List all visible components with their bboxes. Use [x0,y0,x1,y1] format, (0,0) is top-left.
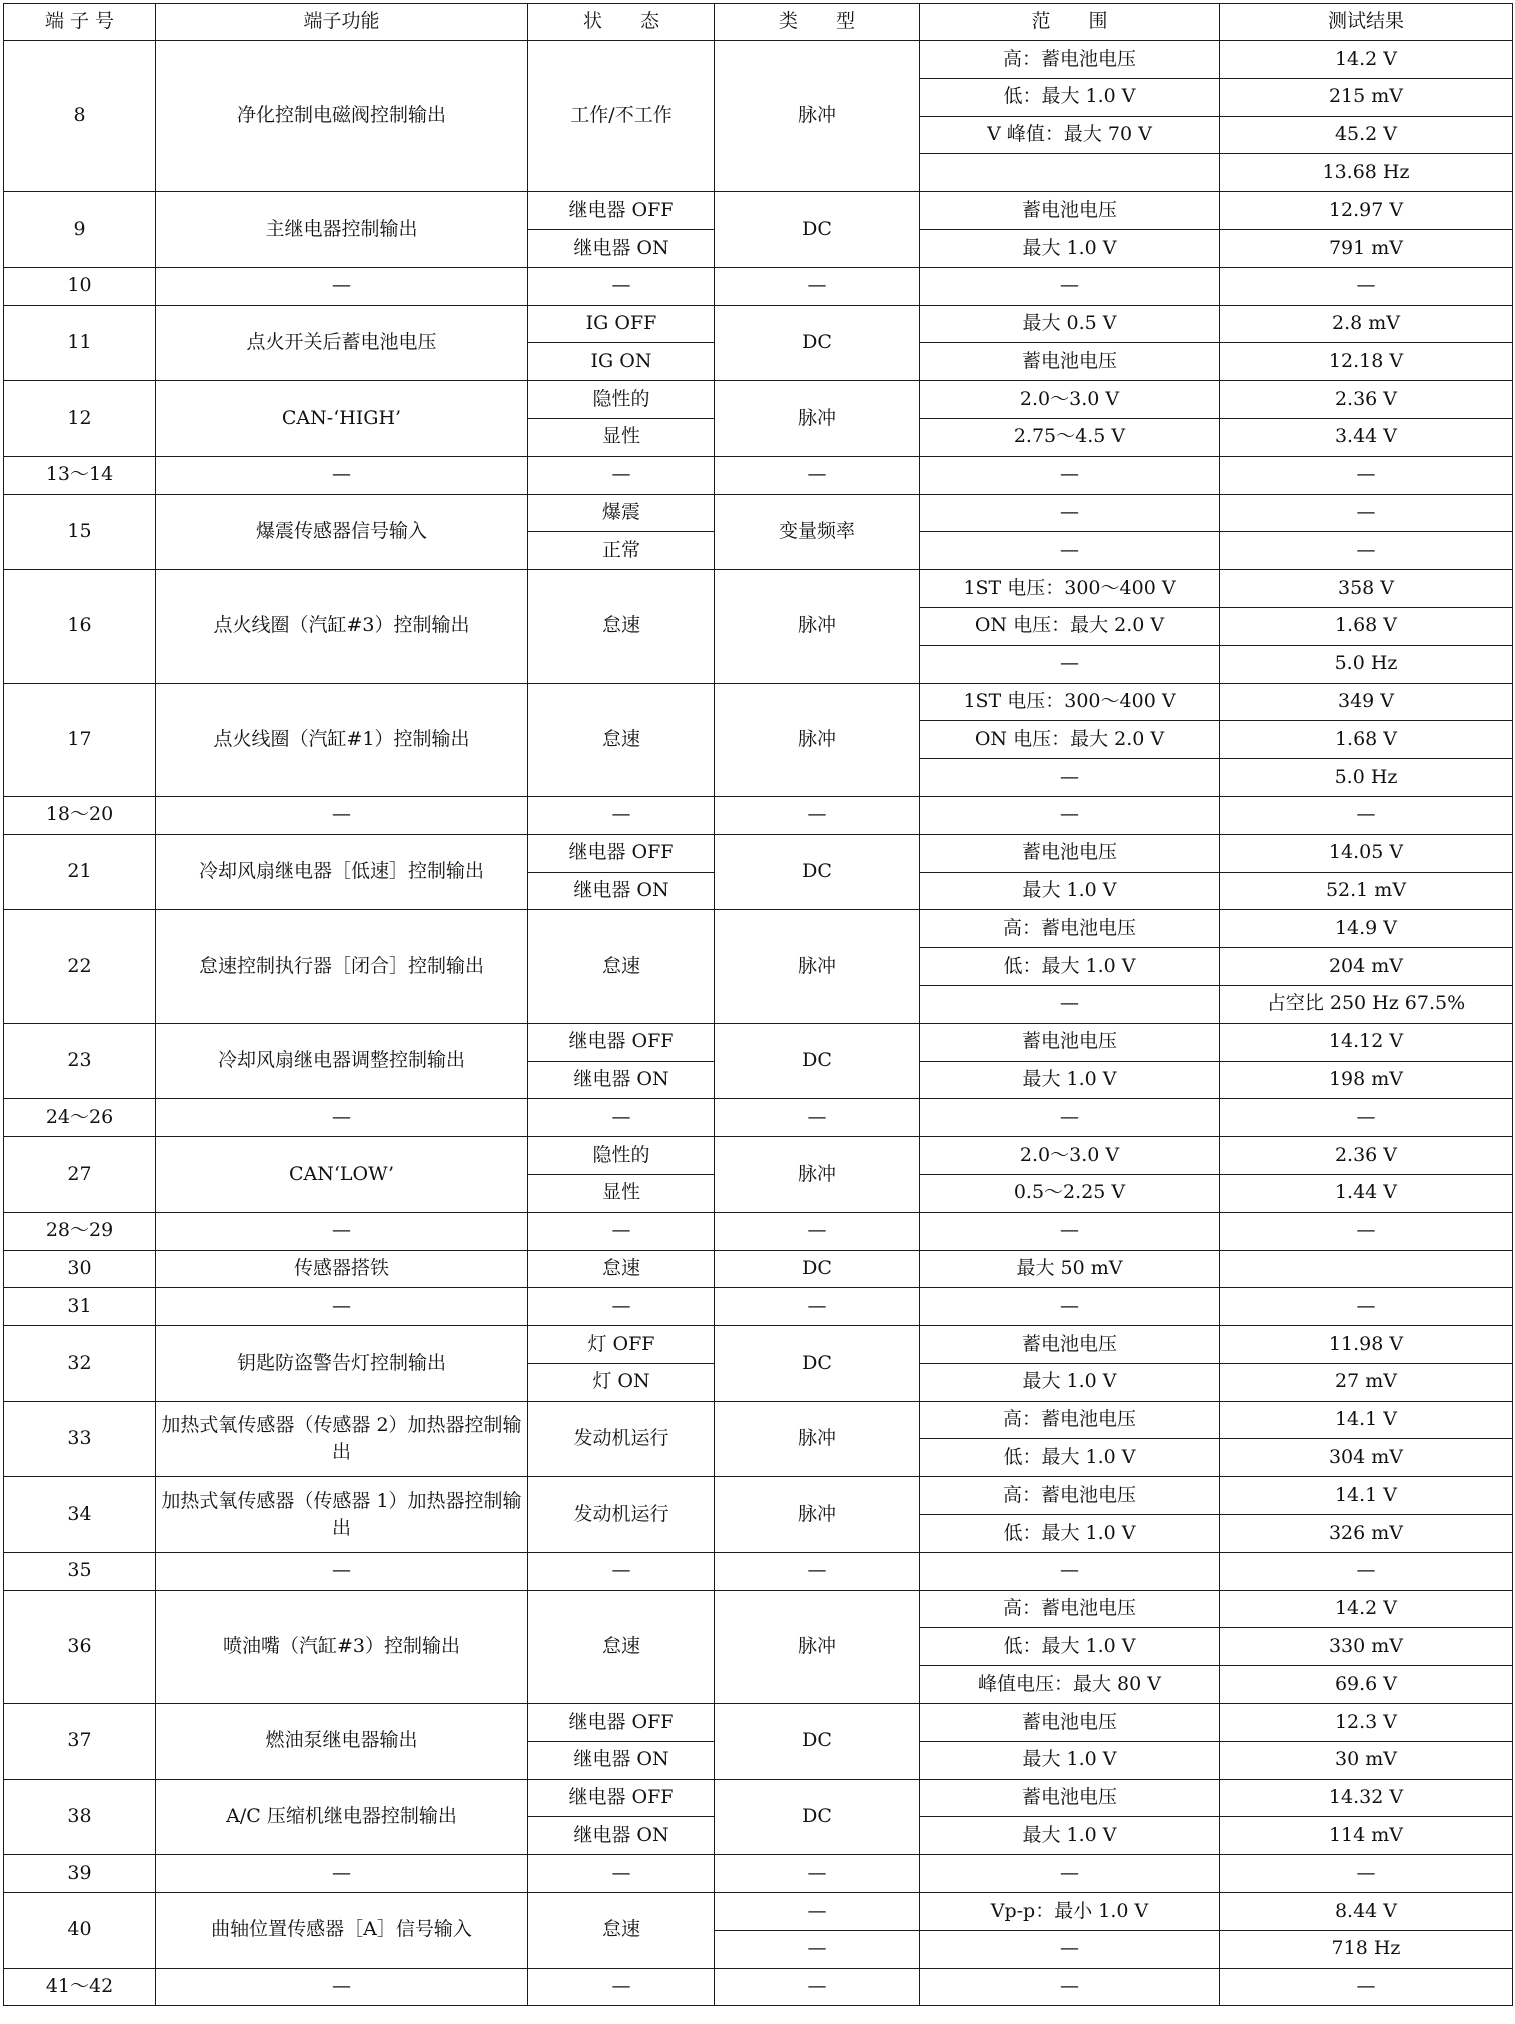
state-cell: 怠速 [528,570,715,683]
result-cell: 215 mV [1220,78,1513,116]
result-cell: — [1220,456,1513,494]
result-cell: 27 mV [1220,1363,1513,1401]
type-cell: — [715,1212,920,1250]
terminal-function-cell: — [156,1288,528,1326]
range-cell: 蓄电池电压 [920,834,1220,872]
terminal-function-cell: 净化控制电磁阀控制输出 [156,41,528,192]
range-cell: 高：蓄电池电压 [920,1401,1220,1439]
type-cell: 脉冲 [715,381,920,457]
state-cell: 怠速 [528,1250,715,1288]
range-cell: — [920,494,1220,532]
result-cell: 349 V [1220,683,1513,721]
terminal-number-cell: 17 [4,683,156,796]
terminal-function-cell: 点火线圈（汽缸#1）控制输出 [156,683,528,796]
terminal-function-cell: CAN-‘HIGH’ [156,381,528,457]
state-cell: 灯 OFF [528,1326,715,1364]
result-cell: 占空比 250 Hz 67.5% [1220,985,1513,1023]
terminal-number-cell: 39 [4,1855,156,1893]
terminal-number-cell: 13～14 [4,456,156,494]
terminal-function-cell: 冷却风扇继电器调整控制输出 [156,1023,528,1099]
terminal-function-cell: 喷油嘴（汽缸#3）控制输出 [156,1590,528,1703]
range-cell: 低：最大 1.0 V [920,78,1220,116]
state-cell: 继电器 ON [528,1741,715,1779]
state-cell: 灯 ON [528,1363,715,1401]
result-cell: — [1220,1552,1513,1590]
terminal-function-cell: — [156,267,528,305]
terminal-number-cell: 41～42 [4,1968,156,2006]
table-row [4,796,1513,834]
terminal-function-cell: — [156,456,528,494]
terminal-function-cell: 燃油泵继电器输出 [156,1704,528,1780]
type-cell: — [715,1288,920,1326]
result-cell: 1.68 V [1220,721,1513,759]
terminal-function-cell: 爆震传感器信号输入 [156,494,528,570]
range-cell: 最大 1.0 V [920,1817,1220,1855]
state-cell: — [528,267,715,305]
range-cell: 最大 1.0 V [920,229,1220,267]
terminal-number-cell: 28～29 [4,1212,156,1250]
range-cell: 蓄电池电压 [920,1704,1220,1742]
range-cell: 高：蓄电池电压 [920,1477,1220,1515]
table-row [4,683,1513,721]
terminal-function-cell: 点火线圈（汽缸#3）控制输出 [156,570,528,683]
terminal-number-cell: 40 [4,1893,156,1969]
terminal-function-cell: A/C 压缩机继电器控制输出 [156,1779,528,1855]
range-cell: — [920,1930,1220,1968]
terminal-number-cell: 21 [4,834,156,910]
type-cell: DC [715,1779,920,1855]
state-cell: 怠速 [528,683,715,796]
range-cell: — [920,1968,1220,2006]
terminal-function-cell: — [156,1552,528,1590]
terminal-number-cell: 12 [4,381,156,457]
type-cell: DC [715,1250,920,1288]
range-cell: 高：蓄电池电压 [920,910,1220,948]
terminal-number-cell: 15 [4,494,156,570]
state-cell: IG ON [528,343,715,381]
range-cell: 1ST 电压：300～400 V [920,570,1220,608]
state-cell: 继电器 OFF [528,1704,715,1742]
table-row [4,1590,1513,1628]
range-cell: 最大 0.5 V [920,305,1220,343]
result-cell: 5.0 Hz [1220,645,1513,683]
terminal-function-cell: 怠速控制执行器［闭合］控制输出 [156,910,528,1023]
terminal-function-cell: 传感器搭铁 [156,1250,528,1288]
range-cell: — [920,1855,1220,1893]
table-row [4,1893,1513,1931]
type-cell: — [715,1968,920,2006]
table-row [4,381,1513,419]
result-cell: 3.44 V [1220,418,1513,456]
result-cell: 8.44 V [1220,1893,1513,1931]
range-cell: 蓄电池电压 [920,1779,1220,1817]
range-cell: Vp-p：最小 1.0 V [920,1893,1220,1931]
state-cell: 爆震 [528,494,715,532]
range-cell: — [920,645,1220,683]
result-cell: 14.2 V [1220,1590,1513,1628]
state-cell: 发动机运行 [528,1401,715,1477]
header-state: 状 态 [528,4,715,41]
type-cell: 脉冲 [715,1590,920,1703]
table-row [4,1023,1513,1061]
result-cell: 11.98 V [1220,1326,1513,1364]
range-cell: 2.75～4.5 V [920,418,1220,456]
range-cell: 蓄电池电压 [920,1326,1220,1364]
range-cell: 2.0～3.0 V [920,381,1220,419]
terminal-number-cell: 10 [4,267,156,305]
type-cell: 变量频率 [715,494,920,570]
table-row [4,1401,1513,1439]
terminal-number-cell: 36 [4,1590,156,1703]
range-cell: 最大 1.0 V [920,1363,1220,1401]
state-cell: 显性 [528,1174,715,1212]
terminal-number-cell: 35 [4,1552,156,1590]
type-cell: 脉冲 [715,910,920,1023]
table-row [4,1477,1513,1515]
terminal-function-cell: — [156,1212,528,1250]
header-row [4,4,1513,41]
terminal-number-cell: 11 [4,305,156,381]
type-cell: 脉冲 [715,41,920,192]
range-cell: 峰值电压：最大 80 V [920,1666,1220,1704]
terminal-function-cell: CAN‘LOW’ [156,1137,528,1213]
state-cell: 正常 [528,532,715,570]
result-cell: 326 mV [1220,1515,1513,1553]
table-row [4,834,1513,872]
terminal-number-cell: 16 [4,570,156,683]
result-cell: 52.1 mV [1220,872,1513,910]
result-cell: 12.3 V [1220,1704,1513,1742]
terminal-number-cell: 30 [4,1250,156,1288]
state-cell: 怠速 [528,1590,715,1703]
result-cell: 14.9 V [1220,910,1513,948]
state-cell: — [528,1288,715,1326]
table-row [4,41,1513,79]
type-cell: — [715,1930,920,1968]
table-row [4,267,1513,305]
range-cell: — [920,532,1220,570]
range-cell: 高：蓄电池电压 [920,1590,1220,1628]
table-row [4,1326,1513,1364]
type-cell: 脉冲 [715,570,920,683]
terminal-function-cell: — [156,1968,528,2006]
terminal-function-cell: 加热式氧传感器（传感器 2）加热器控制输出 [156,1401,528,1477]
result-cell: 14.12 V [1220,1023,1513,1061]
result-cell: 45.2 V [1220,116,1513,154]
state-cell: 怠速 [528,910,715,1023]
result-cell: 2.36 V [1220,1137,1513,1175]
terminal-number-cell: 24～26 [4,1099,156,1137]
type-cell: — [715,456,920,494]
state-cell: 隐性的 [528,381,715,419]
range-cell: — [920,1288,1220,1326]
terminal-function-cell: — [156,1099,528,1137]
terminal-function-cell: 钥匙防盗警告灯控制输出 [156,1326,528,1402]
range-cell: 1ST 电压：300～400 V [920,683,1220,721]
range-cell: 2.0～3.0 V [920,1137,1220,1175]
range-cell: — [920,796,1220,834]
range-cell: — [920,456,1220,494]
type-cell: — [715,1855,920,1893]
type-cell: — [715,267,920,305]
terminal-number-cell: 23 [4,1023,156,1099]
range-cell: 低：最大 1.0 V [920,948,1220,986]
type-cell: 脉冲 [715,1477,920,1553]
range-cell: — [920,1552,1220,1590]
result-cell: 14.05 V [1220,834,1513,872]
result-cell: 14.1 V [1220,1477,1513,1515]
state-cell: 发动机运行 [528,1477,715,1553]
result-cell: — [1220,1099,1513,1137]
state-cell: 怠速 [528,1893,715,1969]
result-cell: — [1220,1968,1513,2006]
type-cell: DC [715,834,920,910]
terminal-spec-table [3,3,1513,2006]
result-cell: — [1220,1855,1513,1893]
terminal-number-cell: 9 [4,192,156,268]
result-cell: — [1220,494,1513,532]
type-cell: DC [715,1326,920,1402]
header-range: 范 围 [920,4,1220,41]
terminal-number-cell: 33 [4,1401,156,1477]
table-row [4,1704,1513,1742]
table-row [4,1137,1513,1175]
result-cell: 12.97 V [1220,192,1513,230]
range-cell: 最大 1.0 V [920,1741,1220,1779]
type-cell: — [715,1099,920,1137]
state-cell: 继电器 ON [528,872,715,910]
result-cell: 2.36 V [1220,381,1513,419]
table-row [4,1212,1513,1250]
state-cell: 继电器 OFF [528,1779,715,1817]
result-cell: 5.0 Hz [1220,759,1513,797]
result-cell: — [1220,267,1513,305]
result-cell [1220,1250,1513,1288]
terminal-number-cell: 34 [4,1477,156,1553]
state-cell: 继电器 ON [528,1817,715,1855]
header-type: 类 型 [715,4,920,41]
result-cell: 14.1 V [1220,1401,1513,1439]
state-cell: 继电器 ON [528,1061,715,1099]
range-cell: 最大 1.0 V [920,1061,1220,1099]
result-cell: 14.32 V [1220,1779,1513,1817]
state-cell: 继电器 OFF [528,834,715,872]
result-cell: 1.44 V [1220,1174,1513,1212]
state-cell: — [528,796,715,834]
range-cell: 蓄电池电压 [920,1023,1220,1061]
terminal-function-cell: 加热式氧传感器（传感器 1）加热器控制输出 [156,1477,528,1553]
result-cell: 13.68 Hz [1220,154,1513,192]
range-cell [920,154,1220,192]
table-row [4,494,1513,532]
terminal-function-cell: 点火开关后蓄电池电压 [156,305,528,381]
state-cell: — [528,456,715,494]
result-cell: 69.6 V [1220,1666,1513,1704]
type-cell: DC [715,1704,920,1780]
table-row [4,1552,1513,1590]
result-cell: — [1220,796,1513,834]
table-row [4,192,1513,230]
state-cell: — [528,1212,715,1250]
result-cell: 198 mV [1220,1061,1513,1099]
type-cell: DC [715,192,920,268]
state-cell: IG OFF [528,305,715,343]
state-cell: 工作/不工作 [528,41,715,192]
result-cell: — [1220,1212,1513,1250]
result-cell: 358 V [1220,570,1513,608]
header-terminal: 端 子 号 [4,4,156,41]
terminal-function-cell: — [156,796,528,834]
result-cell: 30 mV [1220,1741,1513,1779]
type-cell: — [715,796,920,834]
state-cell: — [528,1099,715,1137]
range-cell: — [920,1212,1220,1250]
table-row [4,1288,1513,1326]
state-cell: 继电器 ON [528,229,715,267]
result-cell: 12.18 V [1220,343,1513,381]
table-row [4,456,1513,494]
state-cell: 继电器 OFF [528,1023,715,1061]
state-cell: 继电器 OFF [528,192,715,230]
type-cell: — [715,1893,920,1931]
result-cell: — [1220,532,1513,570]
range-cell: — [920,1099,1220,1137]
terminal-function-cell: 冷却风扇继电器［低速］控制输出 [156,834,528,910]
state-cell: — [528,1968,715,2006]
range-cell: ON 电压：最大 2.0 V [920,721,1220,759]
terminal-function-cell: — [156,1855,528,1893]
header-function: 端子功能 [156,4,528,41]
range-cell: 最大 1.0 V [920,872,1220,910]
result-cell: 330 mV [1220,1628,1513,1666]
table-row [4,1250,1513,1288]
table-row [4,1855,1513,1893]
range-cell: 最大 50 mV [920,1250,1220,1288]
result-cell: 1.68 V [1220,607,1513,645]
range-cell: — [920,985,1220,1023]
state-cell: — [528,1552,715,1590]
range-cell: 低：最大 1.0 V [920,1439,1220,1477]
state-cell: 显性 [528,418,715,456]
result-cell: 304 mV [1220,1439,1513,1477]
terminal-function-cell: 主继电器控制输出 [156,192,528,268]
type-cell: DC [715,305,920,381]
range-cell: 蓄电池电压 [920,192,1220,230]
terminal-number-cell: 27 [4,1137,156,1213]
table-row [4,1779,1513,1817]
terminal-function-cell: 曲轴位置传感器［A］信号输入 [156,1893,528,1969]
table-row [4,305,1513,343]
range-cell: — [920,267,1220,305]
table-body [4,41,1513,2006]
result-cell: 204 mV [1220,948,1513,986]
result-cell: 791 mV [1220,229,1513,267]
type-cell: 脉冲 [715,1401,920,1477]
type-cell: — [715,1552,920,1590]
table-row [4,1099,1513,1137]
table-row [4,1968,1513,2006]
result-cell: 14.2 V [1220,41,1513,79]
result-cell: — [1220,1288,1513,1326]
range-cell: 蓄电池电压 [920,343,1220,381]
range-cell: 低：最大 1.0 V [920,1628,1220,1666]
terminal-number-cell: 32 [4,1326,156,1402]
terminal-number-cell: 8 [4,41,156,192]
table-row [4,570,1513,608]
range-cell: ON 电压：最大 2.0 V [920,607,1220,645]
header-result: 测试结果 [1220,4,1513,41]
range-cell: 高：蓄电池电压 [920,41,1220,79]
terminal-number-cell: 37 [4,1704,156,1780]
type-cell: 脉冲 [715,683,920,796]
range-cell: V 峰值：最大 70 V [920,116,1220,154]
result-cell: 2.8 mV [1220,305,1513,343]
state-cell: 隐性的 [528,1137,715,1175]
range-cell: — [920,759,1220,797]
table-row [4,910,1513,948]
type-cell: DC [715,1023,920,1099]
range-cell: 0.5～2.25 V [920,1174,1220,1212]
type-cell: 脉冲 [715,1137,920,1213]
terminal-number-cell: 18～20 [4,796,156,834]
state-cell: — [528,1855,715,1893]
terminal-number-cell: 38 [4,1779,156,1855]
terminal-number-cell: 31 [4,1288,156,1326]
range-cell: 低：最大 1.0 V [920,1515,1220,1553]
result-cell: 114 mV [1220,1817,1513,1855]
terminal-number-cell: 22 [4,910,156,1023]
result-cell: 718 Hz [1220,1930,1513,1968]
